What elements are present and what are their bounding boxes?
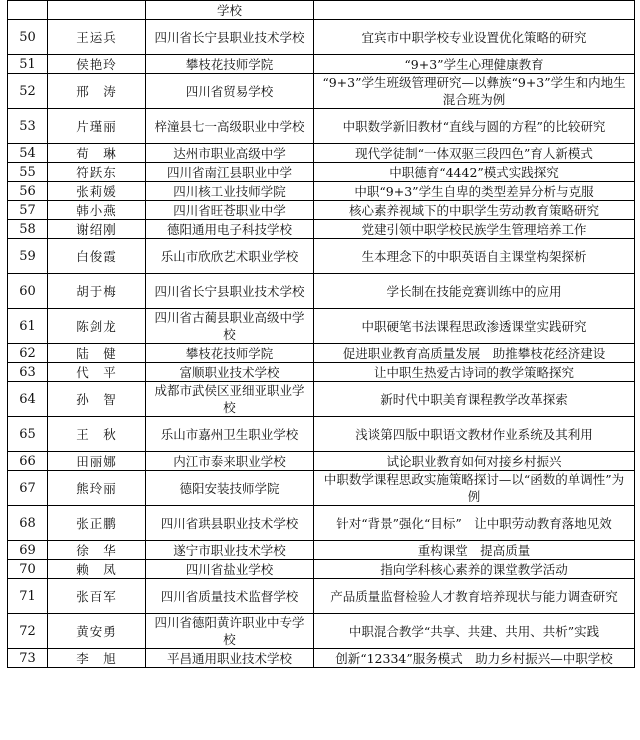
table-row: [8, 541, 635, 560]
table-row: [8, 579, 635, 614]
table-row: [8, 109, 635, 144]
table-row: [8, 144, 635, 163]
cell-paper-title: 产品质量监督检验人才教育培养现状与能力调查研究: [314, 579, 635, 614]
cell-paper-title: 现代学徒制“一体双驱三段四色”育人新模式: [314, 144, 635, 163]
cell-paper-title: 中职数学课程思政实施策略探讨—以“函数的单调性”为例: [314, 471, 635, 506]
cell-school: 富顺职业技术学校: [146, 363, 314, 382]
cell-paper-title: 中职混合教学“共享、共建、共用、共析”实践: [314, 614, 635, 649]
cell-author: 符跃东: [48, 163, 146, 182]
table-row: [8, 220, 635, 239]
cell-paper-title: 党建引领中职学校民族学生管理培养工作: [314, 220, 635, 239]
cell-paper-title: 针对“背景”强化“目标” 让中职劳动教育落地见效: [314, 506, 635, 541]
cell-author: 荀 琳: [48, 144, 146, 163]
cell-school: 四川省德阳黄许职业中专学校: [146, 614, 314, 649]
cell-author: 赖 凤: [48, 560, 146, 579]
cell-author: 白俊霞: [48, 239, 146, 274]
cell-paper-title: 创新“12334”服务模式 助力乡村振兴—中职学校: [314, 649, 635, 668]
cell-author: 陈剑龙: [48, 309, 146, 344]
cell-school: 达州市职业高级中学: [146, 144, 314, 163]
table-row: [8, 649, 635, 668]
table-row: [8, 182, 635, 201]
cell-number: 60: [8, 274, 48, 309]
cell-number: 67: [8, 471, 48, 506]
cell-school: 梓潼县七一高级职业中学校: [146, 109, 314, 144]
cell-school: 四川省南江县职业中学: [146, 163, 314, 182]
cell-author: 黄安勇: [48, 614, 146, 649]
cell-author: 张百军: [48, 579, 146, 614]
table-row: [8, 239, 635, 274]
cell-number: [8, 1, 48, 20]
cell-number: 68: [8, 506, 48, 541]
cell-school: 遂宁市职业技术学校: [146, 541, 314, 560]
cell-number: 69: [8, 541, 48, 560]
cell-number: 70: [8, 560, 48, 579]
table-row: [8, 55, 635, 74]
cell-number: 63: [8, 363, 48, 382]
cell-number: 61: [8, 309, 48, 344]
cell-school: 成都市武侯区亚细亚职业学校: [146, 382, 314, 417]
cell-author: 熊玲丽: [48, 471, 146, 506]
cell-number: 62: [8, 344, 48, 363]
cell-school: 四川省珙县职业技术学校: [146, 506, 314, 541]
cell-author: [48, 1, 146, 20]
cell-number: 73: [8, 649, 48, 668]
cell-author: 张莉媛: [48, 182, 146, 201]
cell-school: 四川省长宁县职业技术学校: [146, 274, 314, 309]
table-row: [8, 506, 635, 541]
cell-author: 王 秋: [48, 417, 146, 452]
cell-number: 56: [8, 182, 48, 201]
cell-paper-title: 浅谈第四版中职语文教材作业系统及其利用: [314, 417, 635, 452]
cell-school: 攀枝花技师学院: [146, 55, 314, 74]
cell-paper-title: 新时代中职美育课程教学改革探索: [314, 382, 635, 417]
cell-author: 徐 华: [48, 541, 146, 560]
cell-paper-title: [314, 1, 635, 20]
cell-school: 乐山市嘉州卫生职业学校: [146, 417, 314, 452]
table-row: [8, 471, 635, 506]
cell-number: 72: [8, 614, 48, 649]
table-row: [8, 74, 635, 109]
cell-number: 52: [8, 74, 48, 109]
table-row: [8, 20, 635, 55]
cell-school: 四川省古蔺县职业高级中学校: [146, 309, 314, 344]
cell-author: 片瑾丽: [48, 109, 146, 144]
table-row: [8, 452, 635, 471]
cell-paper-title: 中职德育“4442”模式实践探究: [314, 163, 635, 182]
cell-number: 54: [8, 144, 48, 163]
cell-school: 四川省盐业学校: [146, 560, 314, 579]
cell-school: 平昌通用职业技术学校: [146, 649, 314, 668]
table-row: [8, 274, 635, 309]
table-row: [8, 163, 635, 182]
cell-school: 乐山市欣欣艺术职业学校: [146, 239, 314, 274]
cell-school: 四川省旺苍职业中学: [146, 201, 314, 220]
table-row: [8, 382, 635, 417]
award-list-table: [7, 0, 635, 668]
table-row: [8, 201, 635, 220]
cell-author: 田丽娜: [48, 452, 146, 471]
table-row-continued: [8, 1, 635, 20]
cell-paper-title: 宜宾市中职学校专业设置优化策略的研究: [314, 20, 635, 55]
cell-school: 德阳通用电子科技学校: [146, 220, 314, 239]
cell-school: 攀枝花技师学院: [146, 344, 314, 363]
cell-paper-title: “9+3”学生班级管理研究—以彝族“9+3”学生和内地生混合班为例: [314, 74, 635, 109]
table-row: [8, 363, 635, 382]
cell-number: 71: [8, 579, 48, 614]
cell-number: 66: [8, 452, 48, 471]
cell-number: 57: [8, 201, 48, 220]
cell-number: 59: [8, 239, 48, 274]
table-row: [8, 560, 635, 579]
cell-number: 58: [8, 220, 48, 239]
cell-author: 侯艳玲: [48, 55, 146, 74]
cell-author: 代 平: [48, 363, 146, 382]
cell-school: 四川核工业技师学院: [146, 182, 314, 201]
cell-author: 陆 健: [48, 344, 146, 363]
table-row: [8, 417, 635, 452]
table-row: [8, 309, 635, 344]
cell-author: 王运兵: [48, 20, 146, 55]
cell-author: 谢绍刚: [48, 220, 146, 239]
table-row: [8, 614, 635, 649]
cell-paper-title: 中职数学新旧教材“直线与圆的方程”的比较研究: [314, 109, 635, 144]
cell-author: 胡于梅: [48, 274, 146, 309]
cell-paper-title: 核心素养视域下的中职学生劳动教育策略研究: [314, 201, 635, 220]
table-row: [8, 344, 635, 363]
cell-number: 53: [8, 109, 48, 144]
cell-author: 邢 涛: [48, 74, 146, 109]
cell-number: 64: [8, 382, 48, 417]
cell-school: 四川省贸易学校: [146, 74, 314, 109]
cell-number: 51: [8, 55, 48, 74]
cell-paper-title: 学长制在技能竞赛训练中的应用: [314, 274, 635, 309]
cell-author: 张正鹏: [48, 506, 146, 541]
cell-paper-title: “9+3”学生心理健康教育: [314, 55, 635, 74]
cell-author: 韩小燕: [48, 201, 146, 220]
cell-number: 55: [8, 163, 48, 182]
cell-paper-title: 让中职生热爱古诗词的教学策略探究: [314, 363, 635, 382]
cell-paper-title: 中职硬笔书法课程思政渗透课堂实践研究: [314, 309, 635, 344]
cell-author: 孙 智: [48, 382, 146, 417]
cell-number: 65: [8, 417, 48, 452]
cell-school: 学校: [146, 1, 314, 20]
cell-number: 50: [8, 20, 48, 55]
cell-paper-title: 试论职业教育如何对接乡村振兴: [314, 452, 635, 471]
cell-paper-title: 促进职业教育高质量发展 助推攀枝花经济建设: [314, 344, 635, 363]
cell-paper-title: 生本理念下的中职英语自主课堂构架探析: [314, 239, 635, 274]
cell-paper-title: 重构课堂 提高质量: [314, 541, 635, 560]
cell-author: 李 旭: [48, 649, 146, 668]
table-body: [8, 1, 635, 668]
cell-paper-title: 中职“9+3”学生自卑的类型差异分析与克服: [314, 182, 635, 201]
cell-school: 四川省长宁县职业技术学校: [146, 20, 314, 55]
cell-school: 德阳安装技师学院: [146, 471, 314, 506]
cell-school: 四川省质量技术监督学校: [146, 579, 314, 614]
cell-school: 内江市泰来职业学校: [146, 452, 314, 471]
cell-paper-title: 指向学科核心素养的课堂教学活动: [314, 560, 635, 579]
